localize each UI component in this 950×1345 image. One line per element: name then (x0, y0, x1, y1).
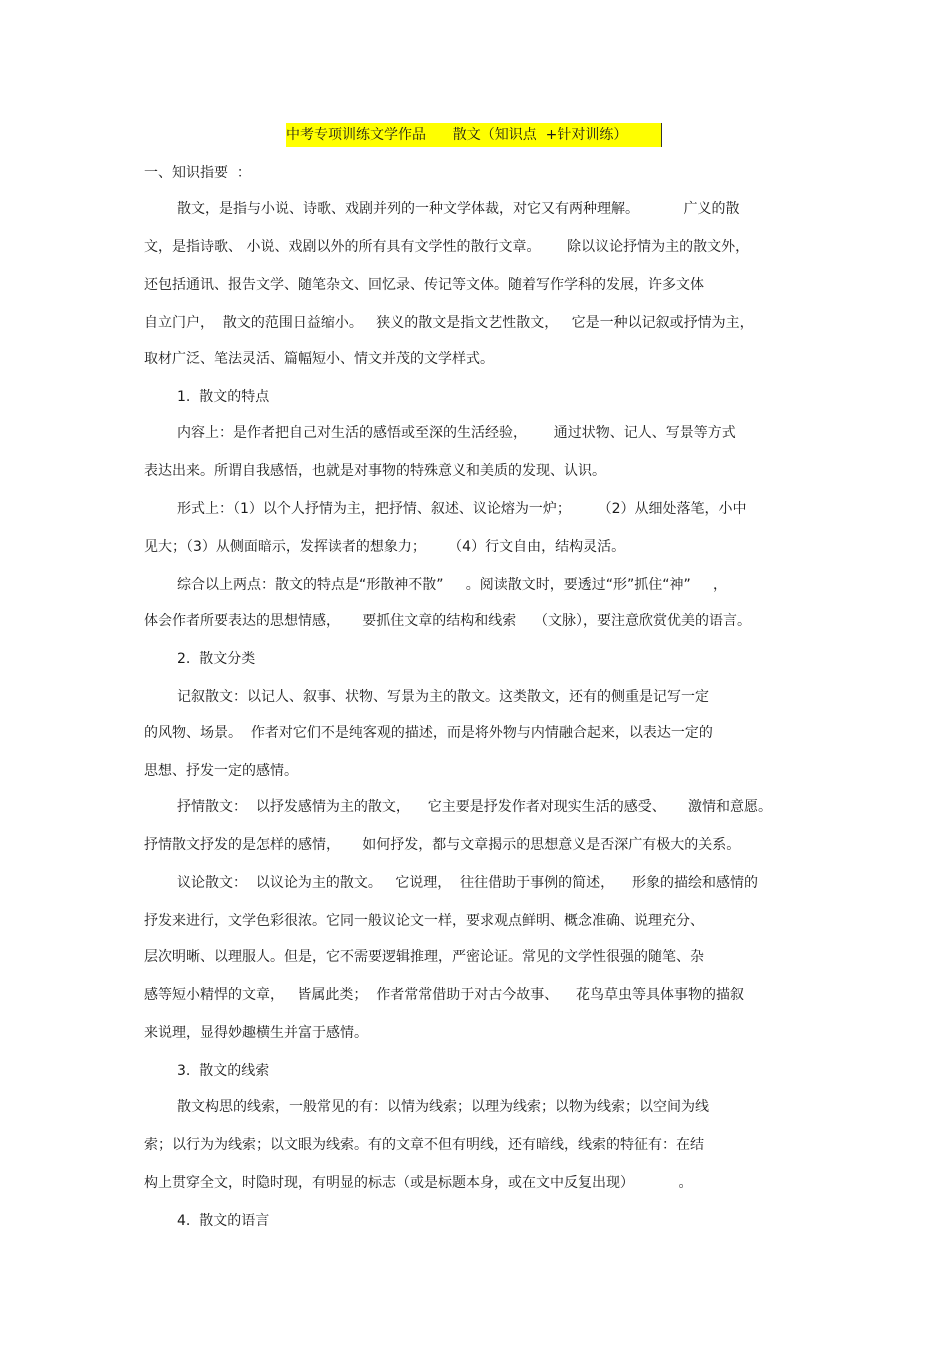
paragraph-line: 内容上：是作者把自己对生活的感悟或至深的生活经验， 通过状物、记人、写景等方式 (177, 425, 736, 441)
subsection-heading: 2. 散文分类 (177, 651, 256, 667)
paragraph-line: 议论散文： 以议论为主的散文。 它说理， 往往借助于事例的简述， 形象的描绘和感情的 (177, 875, 758, 891)
paragraph-line: 抒情散文抒发的是怎样的感情， 如何抒发，都与文章揭示的思想意义是否深广有极大的关系。 (144, 837, 741, 853)
paragraph-line: 体会作者所要表达的思想情感， 要抓住文章的结构和线索 （文脉），要注意欣赏优美的语言。 (144, 613, 752, 629)
paragraph-line: 形式上：（1）以个人抒情为主，把抒情、叙述、议论熔为一炉； （2）从细处落笔，小中 (177, 501, 747, 517)
paragraph-line: 抒情散文： 以抒发感情为主的散文， 它主要是抒发作者对现实生活的感受、 激情和意愿。 (177, 799, 772, 815)
paragraph-line: 表达出来。所谓自我感悟，也就是对事物的特殊意义和美质的发现、认识。 (144, 463, 606, 479)
paragraph-line: 综合以上两点：散文的特点是“形散神不散” 。阅读散文时，要透过“形”抓住“神” ， (177, 577, 728, 593)
paragraph-line: 取材广泛、笔法灵活、篇幅短小、情文并茂的文学样式。 (144, 351, 494, 367)
paragraph-line: 层次明晰、以理服人。但是，它不需要逻辑推理，严密论证。常见的文学性很强的随笔、杂 (144, 949, 704, 965)
document-title: 中考专项训练文学作品 散文（知识点 +针对训练） (286, 123, 662, 147)
paragraph-line: 索；以行为为线索；以文眼为线索。有的文章不但有明线，还有暗线，线索的特征有：在结 (144, 1137, 704, 1153)
paragraph-line: 思想、抒发一定的感情。 (144, 763, 298, 779)
paragraph-line: 抒发来进行，文学色彩很浓。它同一般议论文一样，要求观点鲜明、概念准确、说理充分、 (144, 913, 704, 929)
paragraph-line: 自立门户， 散文的范围日益缩小。 狭义的散文是指文艺性散文， 它是一种以记叙或抒情为主， (144, 315, 754, 331)
subsection-heading: 1. 散文的特点 (177, 389, 270, 405)
paragraph-line: 文，是指诗歌、 小说、戏剧以外的所有具有文学性的散行文章。 除以议论抒情为主的散文外， (144, 239, 750, 255)
paragraph-line: 记叙散文：以记人、叙事、状物、写景为主的散文。这类散文，还有的侧重是记写一定 (177, 689, 709, 705)
paragraph-line: 见大；（3）从侧面暗示，发挥读者的想象力； （4）行文自由，结构灵活。 (144, 539, 626, 555)
paragraph-line: 散文构思的线索，一般常见的有：以情为线索；以理为线索；以物为线索；以空间为线 (177, 1099, 709, 1115)
subsection-heading: 3. 散文的线索 (177, 1063, 270, 1079)
paragraph-line: 还包括通讯、报告文学、随笔杂文、回忆录、传记等文体。随着写作学科的发展，许多文体 (144, 277, 704, 293)
paragraph-line: 构上贯穿全文，时隐时现，有明显的标志（或是标题本身，或在文中反复出现） 。 (144, 1175, 693, 1191)
subsection-heading: 4. 散文的语言 (177, 1213, 270, 1229)
paragraph-line: 感等短小精悍的文章， 皆属此类； 作者常常借助于对古今故事、 花鸟草虫等具体事物的描叙 (144, 987, 745, 1003)
paragraph-line: 散文，是指与小说、诗歌、戏剧并列的一种文学体裁，对它又有两种理解。 广义的散 (177, 201, 740, 217)
paragraph-line: 的风物、场景。 作者对它们不是纯客观的描述，而是将外物与内情融合起来，以表达一定的 (144, 725, 713, 741)
paragraph-line: 来说理，显得妙趣横生并富于感情。 (144, 1025, 368, 1041)
section-heading: 一、知识指要 ： (144, 165, 251, 181)
